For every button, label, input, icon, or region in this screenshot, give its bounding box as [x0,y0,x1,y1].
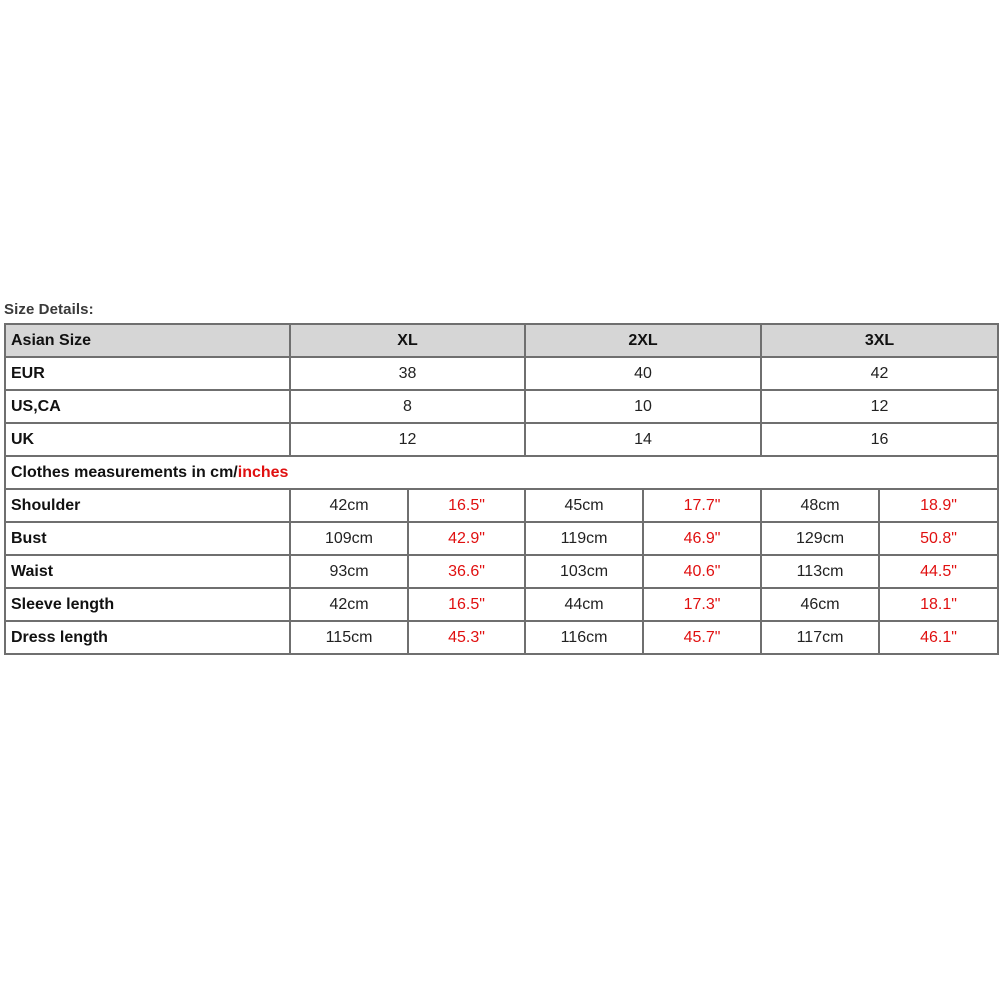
row-label: UK [5,423,290,456]
cm-cell: 46cm [761,588,879,621]
cm-cell: 48cm [761,489,879,522]
cm-cell: 117cm [761,621,879,654]
inch-cell: 16.5" [408,588,525,621]
cm-cell: 42cm [290,489,408,522]
section-highlight: inches [237,463,289,481]
table-cell: 40 [525,357,761,390]
inch-cell: 45.3" [408,621,525,654]
table-cell: 12 [290,423,525,456]
conversion-row-eur [5,357,998,390]
header-label: Asian Size [5,324,290,357]
cm-cell: 103cm [525,555,643,588]
size-header-xl: XL [290,324,525,357]
size-chart-table [4,323,999,655]
row-label: Dress length [5,621,290,654]
cm-cell: 115cm [290,621,408,654]
measurement-row-sleeve-length [5,588,998,621]
measurement-row-bust [5,522,998,555]
conversion-row-us-ca [5,390,998,423]
inch-cell: 18.9" [879,489,998,522]
table-cell: 16 [761,423,998,456]
table-cell: 8 [290,390,525,423]
cm-cell: 129cm [761,522,879,555]
cm-cell: 42cm [290,588,408,621]
cm-cell: 109cm [290,522,408,555]
cm-cell: 44cm [525,588,643,621]
measurement-row-dress-length [5,621,998,654]
inch-cell: 45.7" [643,621,761,654]
inch-cell: 46.1" [879,621,998,654]
row-label: Bust [5,522,290,555]
row-label: EUR [5,357,290,390]
measurement-row-shoulder [5,489,998,522]
inch-cell: 18.1" [879,588,998,621]
inch-cell: 44.5" [879,555,998,588]
size-header-3xl: 3XL [761,324,998,357]
size-header-2xl: 2XL [525,324,761,357]
row-label: Shoulder [5,489,290,522]
page-title: Size Details: [4,301,94,318]
table-cell: 14 [525,423,761,456]
table-cell: 42 [761,357,998,390]
cm-cell: 116cm [525,621,643,654]
inch-cell: 16.5" [408,489,525,522]
table-cell: 38 [290,357,525,390]
cm-cell: 93cm [290,555,408,588]
header-row [5,324,998,357]
inch-cell: 42.9" [408,522,525,555]
table-cell: 12 [761,390,998,423]
cm-cell: 113cm [761,555,879,588]
row-label: Waist [5,555,290,588]
row-label: US,CA [5,390,290,423]
section-heading [5,456,998,489]
cm-cell: 45cm [525,489,643,522]
inch-cell: 17.7" [643,489,761,522]
inch-cell: 50.8" [879,522,998,555]
section-text: Clothes measurements in cm/ [11,463,238,481]
section-row [5,456,998,489]
inch-cell: 36.6" [408,555,525,588]
table-cell: 10 [525,390,761,423]
inch-cell: 40.6" [643,555,761,588]
cm-cell: 119cm [525,522,643,555]
measurement-row-waist [5,555,998,588]
inch-cell: 46.9" [643,522,761,555]
inch-cell: 17.3" [643,588,761,621]
row-label: Sleeve length [5,588,290,621]
conversion-row-uk [5,423,998,456]
